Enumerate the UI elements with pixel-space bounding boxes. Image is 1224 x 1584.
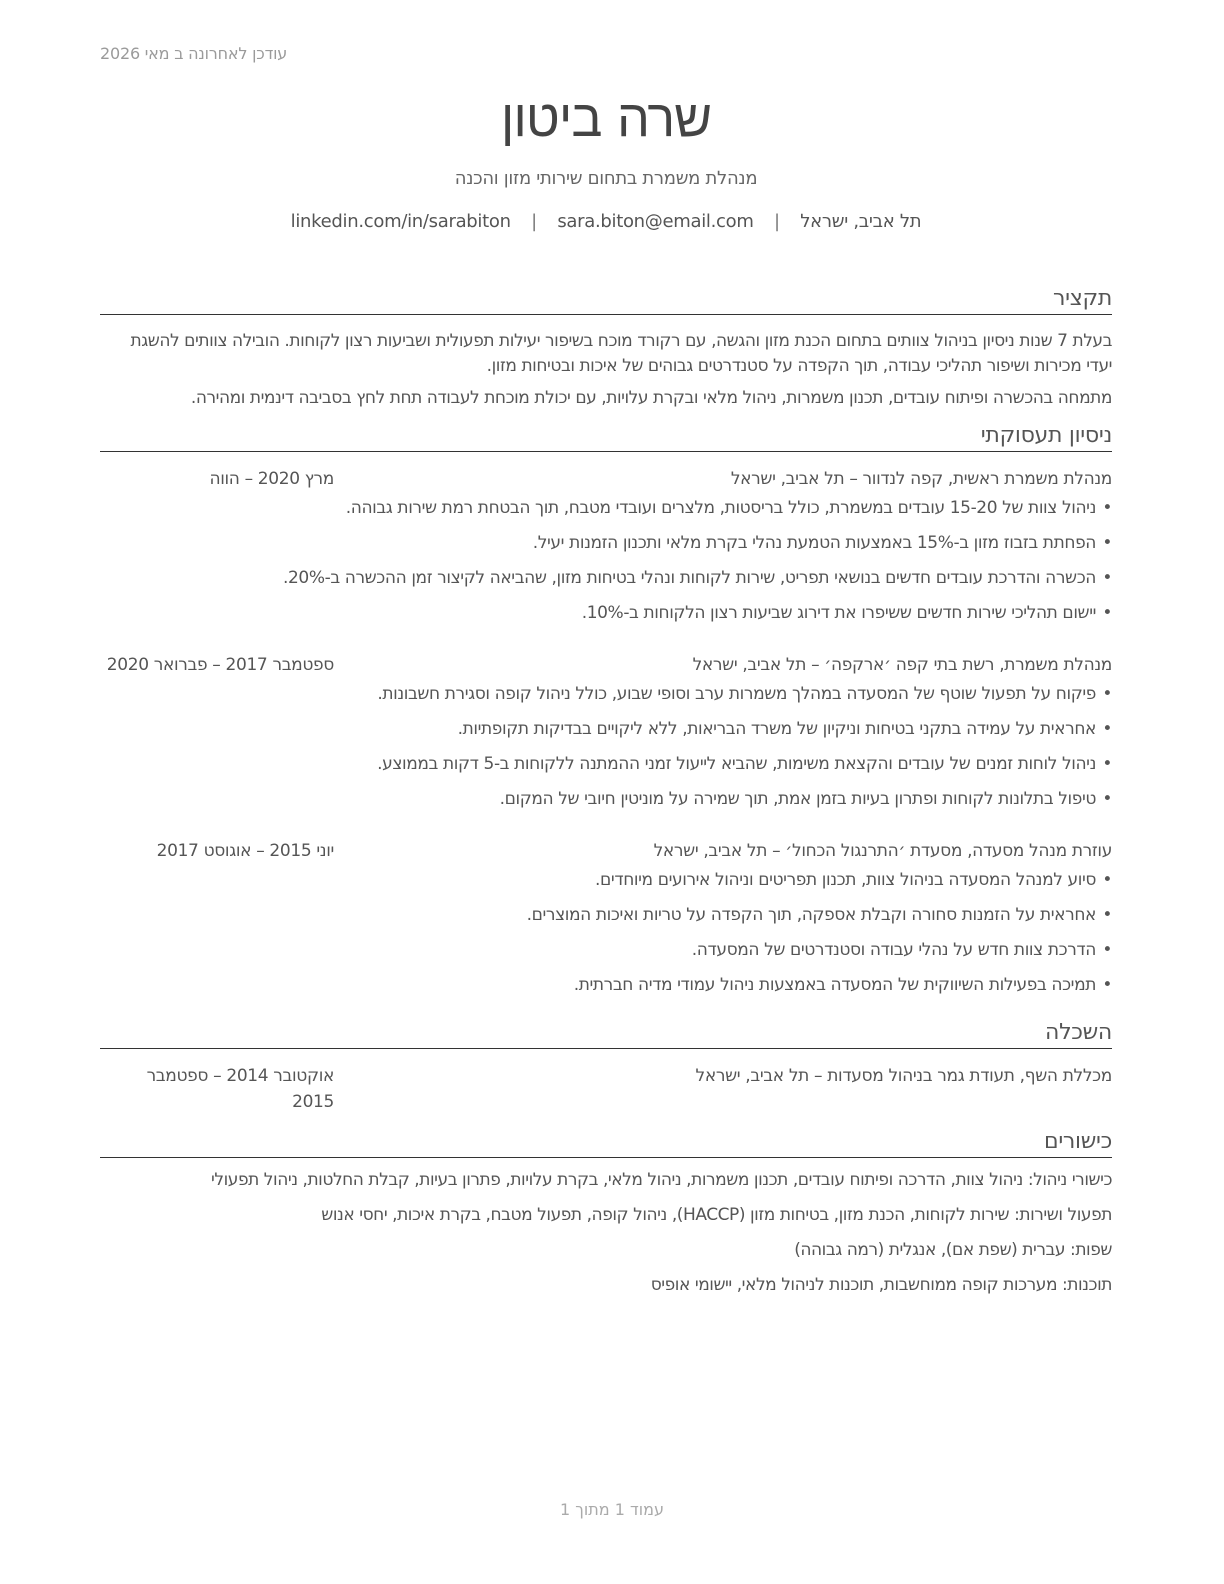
- job-bullet: • הדרכת צוות חדש על נהלי עבודה וסטנדרטים של המסעדה.: [100, 938, 1112, 963]
- summary-heading: תקציר: [100, 284, 1112, 315]
- candidate-name: שרה ביטון: [500, 89, 712, 149]
- email-link[interactable]: sara.biton@email.com: [557, 211, 754, 232]
- job-bullet: • ניהול לוחות זמנים של עובדים והקצאת משימות, שהביא לייעול זמני ההמתנה ללקוחות ב-5 דקות בממוצע.: [100, 752, 1112, 777]
- skills-heading: כישורים: [100, 1127, 1112, 1158]
- education-dates: אוקטובר 2014 – ספטמבר 2015: [146, 1066, 334, 1112]
- job-title: עוזרת מנהל מסעדה, מסעדת ׳התרנגול הכחול׳ – תל אביב, ישראל: [653, 841, 1112, 861]
- job-bullet: • יישום תהליכי שירות חדשים ששיפרו את דירוג שביעות רצון הלקוחות ב-10%.: [100, 601, 1112, 626]
- job-bullet: • הכשרה והדרכת עובדים חדשים בנושאי תפריט, שירות לקוחות ונהלי בטיחות מזון, שהביאה לקיצור זמן ההכשרה ב-20%.: [100, 566, 1112, 591]
- summary-paragraph: בעלת 7 שנות ניסיון בניהול צוותים בתחום הכנת מזון והגשה, עם רקורד מוכח בשיפור יעילות תפעולית ושביעות רצון לקוחות. הובילה צוותים להשגת יעדי מכירות ושיפור תהליכי עבודה, תוך הקפדה על סטנדרטים גבוהים של איכות ובטיחות מזון.: [130, 331, 1112, 376]
- job-bullet: • טיפול בתלונות לקוחות ופתרון בעיות בזמן אמת, תוך שמירה על מוניטין חיובי של המקום.: [100, 787, 1112, 812]
- page-number: עמוד 1 מתוך 1: [560, 1500, 664, 1519]
- resume-body: [100, 276, 1112, 1298]
- job-dates: ספטמבר 2017 – פברואר 2020: [106, 655, 334, 675]
- job-title: מנהלת משמרת ראשית, קפה לנדוור – תל אביב, ישראל: [730, 469, 1112, 489]
- resume-header: [100, 82, 1112, 232]
- linkedin-link[interactable]: linkedin.com/in/sarabiton: [290, 211, 511, 232]
- education-entry: [100, 1063, 1112, 1115]
- job-entry: [100, 466, 1112, 626]
- job-bullet: • ניהול צוות של 15-20 עובדים במשמרת, כולל בריסטות, מלצרים ועובדי מטבח, תוך הבטחת רמת שירות גבוהה.: [100, 496, 1112, 521]
- job-bullet: • תמיכה בפעילות השיווקית של המסעדה באמצעות ניהול עמודי מדיה חברתית.: [100, 973, 1112, 998]
- candidate-title: מנהלת משמרת בתחום שירותי מזון והכנה: [454, 168, 758, 189]
- job-title: מנהלת משמרת, רשת בתי קפה ׳ארקפה׳ – תל אביב, ישראל: [692, 655, 1112, 675]
- contact-separator: |: [774, 211, 780, 232]
- location-text: תל אביב, ישראל: [800, 211, 922, 232]
- skills-line: תוכנות: מערכות קופה ממוחשבות, תוכנות לניהול מלאי, יישומי אופיס: [650, 1275, 1112, 1295]
- last-updated-note: עודכן לאחרונה ב מאי 2026: [100, 44, 288, 63]
- skills-line: תפעול ושירות: שירות לקוחות, הכנת מזון, בטיחות מזון (HACCP), ניהול קופה, תפעול מטבח, בקרת איכות, יחסי אנוש: [321, 1205, 1112, 1225]
- skills-list: [100, 1168, 1112, 1298]
- job-bullet: • פיקוח על תפעול שוטף של המסעדה במהלך משמרות ערב וסופי שבוע, כולל ניהול קופה וסגירת חשבונות.: [100, 682, 1112, 707]
- education-heading: השכלה: [100, 1018, 1112, 1049]
- skills-line: כישורי ניהול: ניהול צוות, הדרכה ופיתוח עובדים, תכנון משמרות, ניהול מלאי, בקרת עלויות, פתרון בעיות, קבלת החלטות, ניהול תפעולי: [211, 1170, 1112, 1190]
- contact-separator: |: [531, 211, 537, 232]
- experience-heading: ניסיון תעסוקתי: [100, 421, 1112, 452]
- job-dates: יוני 2015 – אוגוסט 2017: [156, 841, 334, 861]
- contact-line: [100, 211, 1112, 232]
- summary-paragraph: מתמחה בהכשרה ופיתוח עובדים, תכנון משמרות, ניהול מלאי ובקרת עלויות, עם יכולת מוכחת לעבודה תחת לחץ בסביבה דינמית ומהירה.: [190, 388, 1112, 408]
- skills-line: שפות: עברית (שפת אם), אנגלית (רמה גבוהה): [794, 1240, 1112, 1260]
- job-bullet: • הפחתת בזבוז מזון ב-15% באמצעות הטמעת נהלי בקרת מלאי ותכנון הזמנות יעיל.: [100, 531, 1112, 556]
- education-title: מכללת השף, תעודת גמר בניהול מסעדות – תל אביב, ישראל: [695, 1066, 1112, 1086]
- job-bullet: • אחראית על עמידה בתקני בטיחות וניקיון של משרד הבריאות, ללא ליקויים בבדיקות תקופתיות.: [100, 717, 1112, 742]
- job-entry: [100, 838, 1112, 998]
- job-bullet: • אחראית על הזמנות סחורה וקבלת אספקה, תוך הקפדה על טריות ואיכות המוצרים.: [100, 903, 1112, 928]
- job-entry: [100, 652, 1112, 812]
- job-bullet: • סיוע למנהל המסעדה בניהול צוות, תכנון תפריטים וניהול אירועים מיוחדים.: [100, 868, 1112, 893]
- job-dates: מרץ 2020 – הווה: [209, 469, 334, 489]
